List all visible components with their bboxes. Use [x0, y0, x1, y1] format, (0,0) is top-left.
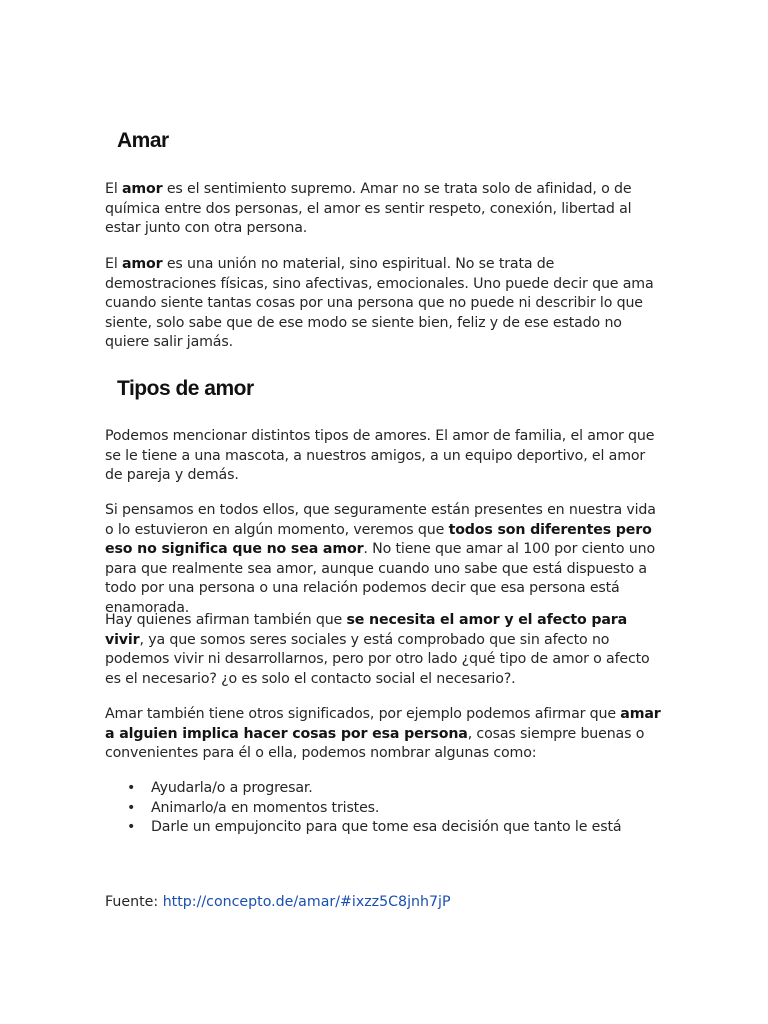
paragraph-text: El	[105, 256, 122, 272]
list-item: • Animarlo/a en momentos tristes.	[105, 799, 665, 819]
paragraph-text: . No tiene que amar al 100 por ciento uno para que realmente sea amor, aunque cuando uno sabe que está dispuesto a todo por una persona o una relación podemos decir que esa persona está enamorada.	[105, 541, 655, 616]
heading-amar: Amar	[117, 129, 169, 152]
paragraph-tipos-4	[105, 705, 665, 764]
paragraph-amar-2	[105, 255, 665, 353]
paragraph-tipos-1	[105, 427, 665, 486]
emphasized-text: amor	[121, 256, 163, 272]
paragraph-amar-1	[105, 180, 665, 239]
list-item: • Darle un empujoncito para que tome esa decisión que tanto le está	[105, 818, 665, 838]
source-line	[105, 893, 451, 913]
list-item: • Ayudarla/o a progresar.	[105, 779, 665, 799]
paragraph-text: es el sentimiento supremo. Amar no se trata solo de afinidad, o de química entre dos personas, el amor es sentir respeto, conexión, libertad al estar junto con otra persona.	[105, 181, 632, 236]
bullet-list	[105, 779, 665, 838]
source-link[interactable]: http://concepto.de/amar/#ixzz5C8jnh7jP	[162, 894, 451, 910]
paragraph-text: Podemos mencionar distintos tipos de amores. El amor de familia, el amor que se le tiene a una mascota, a nuestros amigos, a un equipo deportivo, el amor de pareja y demás.	[105, 428, 655, 483]
emphasized-text: amar a alguien implica hacer cosas por esa persona	[105, 706, 661, 742]
source-label: Fuente:	[105, 894, 163, 910]
emphasized-text: amor	[121, 181, 163, 197]
emphasized-text: se necesita el amor y el afecto para vivir	[105, 612, 628, 648]
paragraph-text: , ya que somos seres sociales y está comprobado que sin afecto no podemos vivir ni desarrollarnos, pero por otro lado ¿qué tipo de amor o afecto es el necesario? ¿o es solo el contacto social el necesario?.	[105, 631, 650, 687]
heading-tipos-de-amor: Tipos de amor	[117, 377, 254, 400]
paragraph-tipos-3	[105, 611, 665, 689]
emphasized-text: todos son diferentes pero eso no significa que no sea amor	[105, 521, 652, 557]
paragraph-text: , cosas siempre buenas o convenientes para él o ella, podemos nombrar algunas como:	[105, 725, 645, 761]
paragraph-tipos-2	[105, 501, 665, 618]
paragraph-text: Amar también tiene otros significados, por ejemplo podemos afirmar que	[105, 706, 621, 722]
paragraph-text: Si pensamos en todos ellos, que seguramente están presentes en nuestra vida o lo estuvieron en algún momento, veremos que	[105, 502, 656, 538]
paragraph-text: es una unión no material, sino espiritual. No se trata de demostraciones físicas, sino afectivas, emocionales. Uno puede decir que ama cuando siente tantas cosas por una persona que no puede ni describir lo que siente, solo sabe que de ese modo se siente bien, feliz y de ese estado no quiere salir jamás.	[105, 256, 654, 350]
paragraph-text: El	[105, 181, 122, 197]
paragraph-text: Hay quienes afirman también que	[105, 612, 347, 628]
